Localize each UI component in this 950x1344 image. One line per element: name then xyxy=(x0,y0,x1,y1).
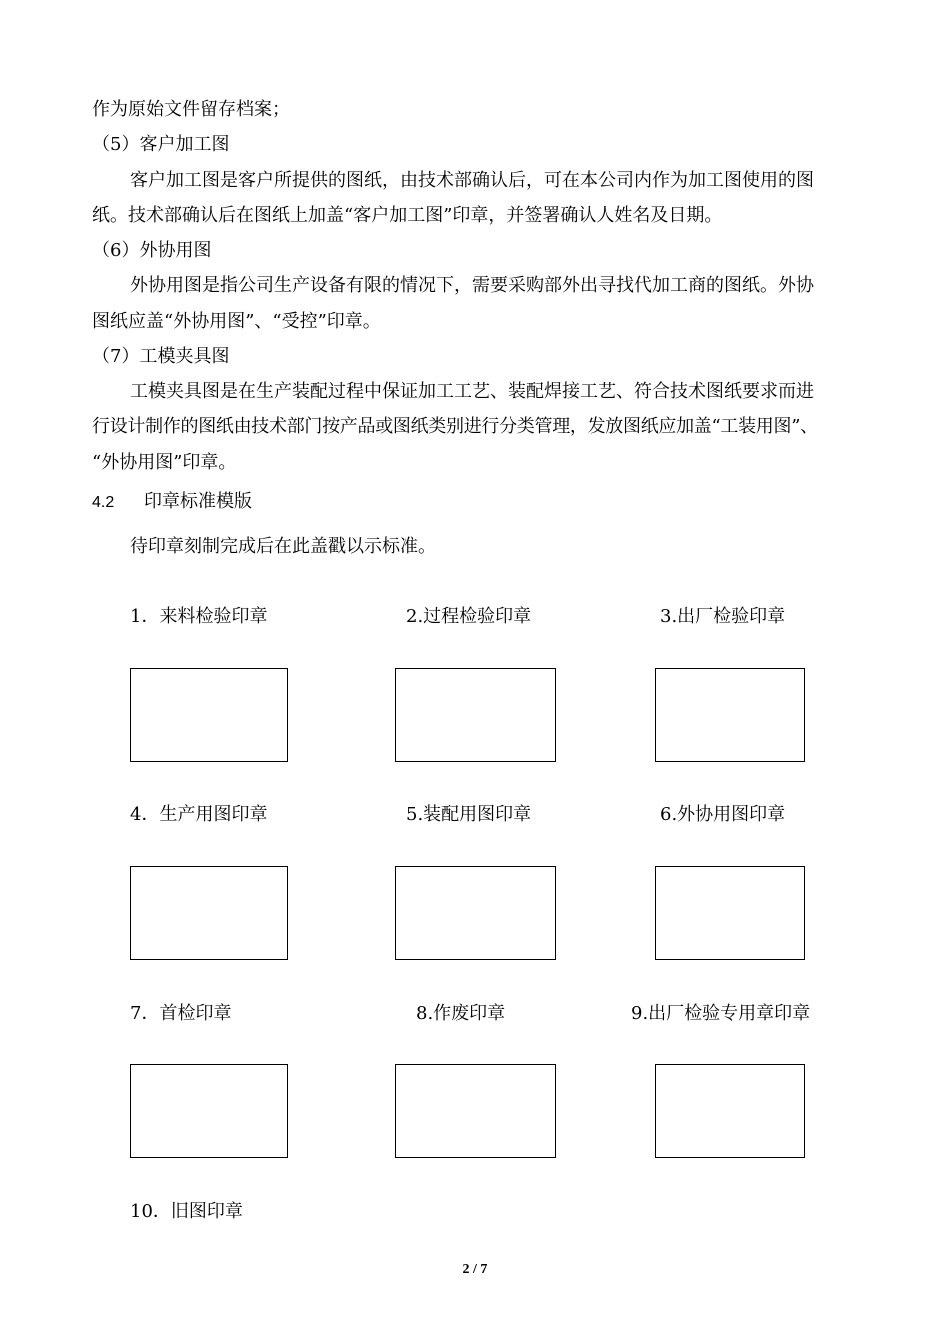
subheading-outsourced-drawing: （6）外协用图 xyxy=(92,240,212,261)
stamp-caption: 2.过程检验印章 xyxy=(406,606,532,627)
section-number: 4.2 xyxy=(92,494,115,511)
stamp-box xyxy=(655,668,805,762)
subheading-fixture-drawing: （7）工模夹具图 xyxy=(92,346,230,367)
stamp-box xyxy=(130,668,288,762)
stamp-box xyxy=(655,1064,805,1158)
stamp-box xyxy=(130,866,288,960)
subheading-customer-drawing: （5）客户加工图 xyxy=(92,134,230,155)
paragraph-line: 纸。技术部确认后在图纸上加盖“客户加工图”印章，并签署确认人姓名及日期。 xyxy=(92,205,723,226)
paragraph-line: 客户加工图是客户所提供的图纸，由技术部确认后，可在本公司内作为加工图使用的图 xyxy=(130,170,814,191)
paragraph-line: “外协用图”印章。 xyxy=(92,452,237,473)
stamp-caption: 10．旧图印章 xyxy=(130,1201,243,1222)
stamp-caption: 3.出厂检验印章 xyxy=(660,606,786,627)
stamp-caption: 6.外协用图印章 xyxy=(660,804,786,825)
stamp-caption: 1．来料检验印章 xyxy=(130,606,268,627)
section-heading xyxy=(92,490,252,515)
paragraph-line: 作为原始文件留存档案； xyxy=(92,99,290,120)
paragraph-line: 图纸应盖“外协用图”、“受控”印章。 xyxy=(92,311,381,332)
section-title: 印章标准模版 xyxy=(144,491,252,512)
stamp-box xyxy=(130,1064,288,1158)
stamp-caption: 4．生产用图印章 xyxy=(130,804,268,825)
intro-text: 待印章刻制完成后在此盖戳以示标准。 xyxy=(130,536,436,557)
paragraph-line: 行设计制作的图纸由技术部门按产品或图纸类别进行分类管理，发放图纸应加盖“工装用图”、 xyxy=(92,416,818,437)
stamp-caption: 7．首检印章 xyxy=(130,1003,232,1024)
stamp-box xyxy=(655,866,805,960)
stamp-caption: 8.作废印章 xyxy=(416,1003,506,1024)
stamp-box xyxy=(395,866,556,960)
page-number: 2 / 7 xyxy=(462,1262,488,1277)
paragraph-line: 工模夹具图是在生产装配过程中保证加工工艺、装配焊接工艺、符合技术图纸要求而进 xyxy=(130,381,814,402)
stamp-caption: 5.装配用图印章 xyxy=(406,804,532,825)
stamp-caption: 9.出厂检验专用章印章 xyxy=(631,1003,811,1024)
paragraph-line: 外协用图是指公司生产设备有限的情况下，需要采购部外出寻找代加工商的图纸。外协 xyxy=(130,275,814,296)
stamp-box xyxy=(395,668,556,762)
stamp-box xyxy=(395,1064,556,1158)
